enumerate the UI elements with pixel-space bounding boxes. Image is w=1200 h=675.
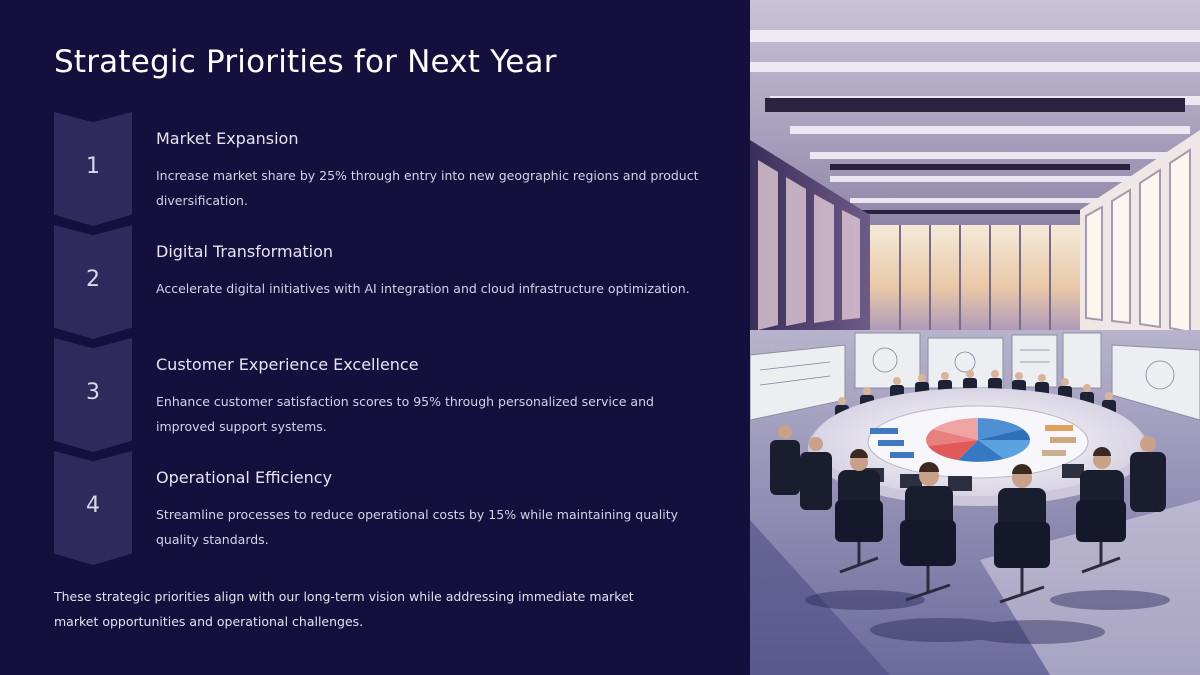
priority-item-3 bbox=[54, 338, 714, 452]
priority-number: 4 bbox=[86, 493, 100, 518]
footer-summary: These strategic priorities align with our long-term vision while addressing immediate market market opportunities and operational challenges. bbox=[54, 589, 634, 629]
priority-description: Enhance customer satisfaction scores to 95% through personalized service and improved support systems. bbox=[156, 394, 654, 434]
priority-number: 1 bbox=[86, 154, 100, 179]
slide-title: Strategic Priorities for Next Year bbox=[54, 44, 557, 80]
priority-heading: Digital Transformation bbox=[156, 242, 334, 261]
priority-item-1 bbox=[54, 112, 714, 226]
priority-description: Accelerate digital initiatives with AI integration and cloud infrastructure optimization. bbox=[156, 281, 690, 296]
priority-heading: Customer Experience Excellence bbox=[156, 355, 419, 374]
priority-description: Increase market share by 25% through entry into new geographic regions and product diversification. bbox=[156, 168, 699, 208]
priority-item-4 bbox=[54, 451, 714, 565]
boardroom-illustration bbox=[750, 0, 1200, 675]
priority-description: Streamline processes to reduce operational costs by 15% while maintaining quality quality standards. bbox=[156, 507, 679, 547]
priority-number: 2 bbox=[86, 267, 100, 292]
priority-number: 3 bbox=[86, 380, 100, 405]
priority-heading: Market Expansion bbox=[156, 129, 299, 148]
priority-heading: Operational Efficiency bbox=[156, 468, 333, 487]
priority-item-2 bbox=[54, 225, 714, 339]
boardroom-meeting-photo bbox=[750, 0, 1200, 675]
